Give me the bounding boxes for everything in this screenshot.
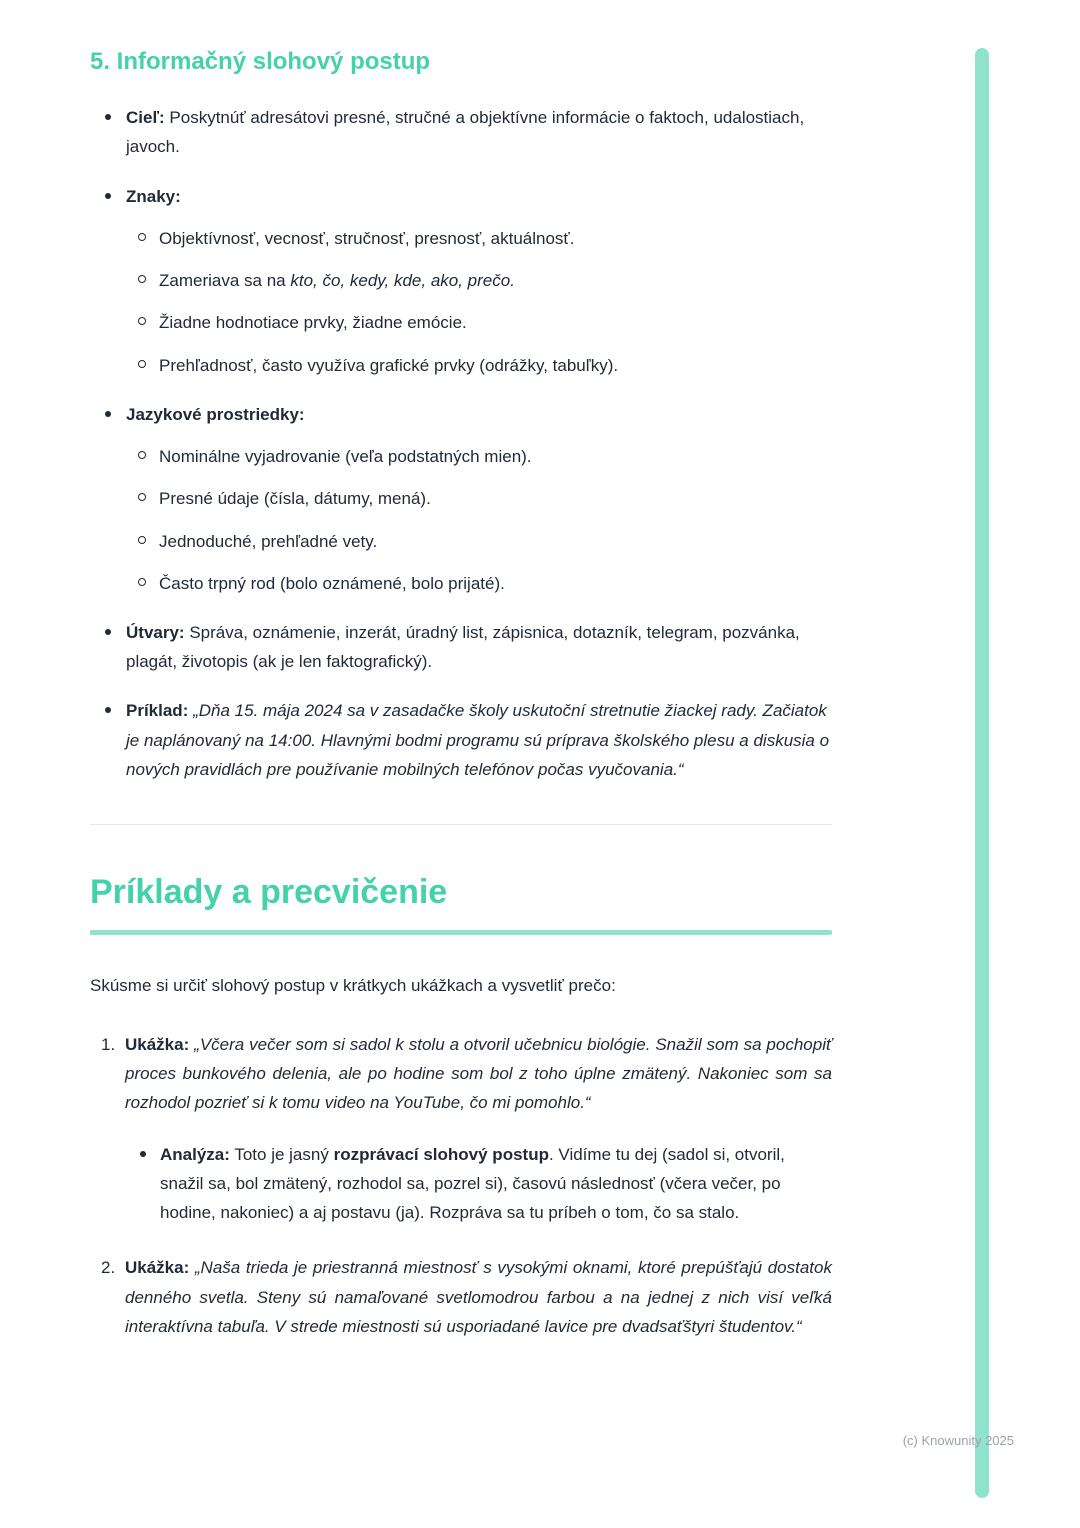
example-1-label: Ukážka: (125, 1034, 190, 1054)
copyright-watermark: (c) Knowunity 2025 (902, 1433, 1014, 1448)
jazykove-item-3-text: Jednoduché, prehľadné vety. (159, 531, 378, 551)
section-divider (90, 824, 832, 825)
bullet-jazykove-label: Jazykové prostriedky: (126, 404, 305, 424)
example-item-2 (90, 1253, 832, 1341)
example-2-label: Ukážka: (125, 1258, 190, 1278)
jazykove-item-2 (138, 484, 832, 513)
analysis-label: Analýza: (160, 1144, 230, 1164)
znaky-item-4 (138, 351, 832, 380)
section-5-title: 5. Informačný slohový postup (90, 48, 431, 75)
bullet-priklad (104, 696, 832, 784)
analysis-bold: rozprávací slohový postup (333, 1144, 549, 1164)
example-2-text (125, 1253, 832, 1341)
example-1-text (125, 1030, 832, 1118)
znaky-item-2-italic: kto, čo, kedy, kde, ako, prečo. (290, 271, 515, 291)
jazykove-item-4-text: Často trpný rod (bolo oznámené, bolo prijaté). (159, 573, 505, 593)
section-5-list (90, 103, 832, 784)
bullet-znaky (104, 182, 832, 380)
practice-list (90, 1030, 832, 1341)
jazykove-item-2-text: Presné údaje (čísla, dátumy, mená). (159, 489, 431, 509)
bullet-jazykove (104, 400, 832, 598)
znaky-item-2 (138, 266, 832, 295)
bullet-znaky-label: Znaky: (126, 186, 181, 206)
znaky-item-4-text: Prehľadnosť, často využíva grafické prvky (odrážky, tabuľky). (159, 355, 619, 375)
bullet-priklad-label: Príklad: (126, 701, 189, 721)
document-content (90, 46, 832, 1367)
bullet-utvary (104, 618, 832, 676)
znaky-item-1-text: Objektívnosť, vecnosť, stručnosť, presnosť, aktuálnosť. (159, 228, 575, 248)
bullet-priklad-quote: „Dňa 15. mája 2024 sa v zasadačke školy uskutoční stretnutie žiackej rady. Začiatok je naplánovaný na 14:00. Hlavnými bodmi programu sú príprava školského plesu a diskusia o nových pravidlách pre používanie mobilných telefónov počas vyučovania.“ (126, 701, 830, 779)
bullet-utvary-text: Správa, oznámenie, inzerát, úradný list, zápisnica, dotazník, telegram, pozvánka, plagát, životopis (ak je len faktografický). (126, 623, 800, 672)
znaky-item-3 (138, 308, 832, 337)
example-item-1 (90, 1030, 832, 1227)
analysis-text-2: . Vidíme tu dej (sadol si, otvoril, snažil sa, bol zmätený, rozhodol sa, pozrel si), časovú následnosť (včera večer, po hodine, nakoniec) a aj postavu (ja). Rozpráva sa tu príbeh o tom, čo sa stalo. (160, 1144, 785, 1223)
example-1-quote: „Včera večer som si sadol k stolu a otvoril učebnicu biológie. Snažil som sa pochopiť proces bunkového delenia, ale po hodine som bol z toho úplne zmätený. Nakoniec som sa rozhodol pozrieť si k tomu video na YouTube, čo mi pomohlo.“ (125, 1034, 832, 1113)
bullet-ciel (104, 103, 832, 161)
practice-intro: Skúsme si určiť slohový postup v krátkych ukážkach a vysvetliť prečo: (90, 975, 616, 995)
jazykove-item-1 (138, 442, 832, 471)
example-2-quote: „Naša trieda je priestranná miestnosť s vysokými oknami, ktoré prepúšťajú dostatok denného svetla. Steny sú namaľované svetlomodrou farbou a na jednej z nich visí veľká interaktívna tabuľa. V strede miestnosti sú usporiadané lavice pre dvadsaťštyri študentov.“ (125, 1258, 832, 1336)
bullet-utvary-label: Útvary: (126, 623, 185, 642)
bullet-ciel-text: Poskytnúť adresátovi presné, stručné a objektívne informácie o faktoch, udalostiach, javoch. (126, 108, 805, 157)
analysis-list (125, 1140, 832, 1228)
jazykove-item-1-text: Nominálne vyjadrovanie (veľa podstatných mien). (159, 447, 532, 467)
jazykove-item-3 (138, 527, 832, 556)
znaky-item-2-text: Zameriava sa na (159, 271, 291, 291)
practice-title-underline (90, 930, 832, 935)
page-accent-bar (975, 48, 989, 1498)
znaky-item-1 (138, 224, 832, 253)
jazykove-sublist (126, 442, 832, 598)
analysis-text-1: Toto je jasný (234, 1144, 334, 1164)
znaky-sublist (126, 224, 832, 380)
jazykove-item-4 (138, 569, 832, 598)
example-2-number: 2. (101, 1258, 116, 1278)
znaky-item-3-text: Žiadne hodnotiace prvky, žiadne emócie. (159, 313, 467, 333)
practice-title: Príklady a precvičenie (90, 873, 448, 912)
example-1-number: 1. (101, 1034, 116, 1054)
bullet-ciel-label: Cieľ: (126, 108, 165, 128)
analysis-item (140, 1140, 832, 1228)
